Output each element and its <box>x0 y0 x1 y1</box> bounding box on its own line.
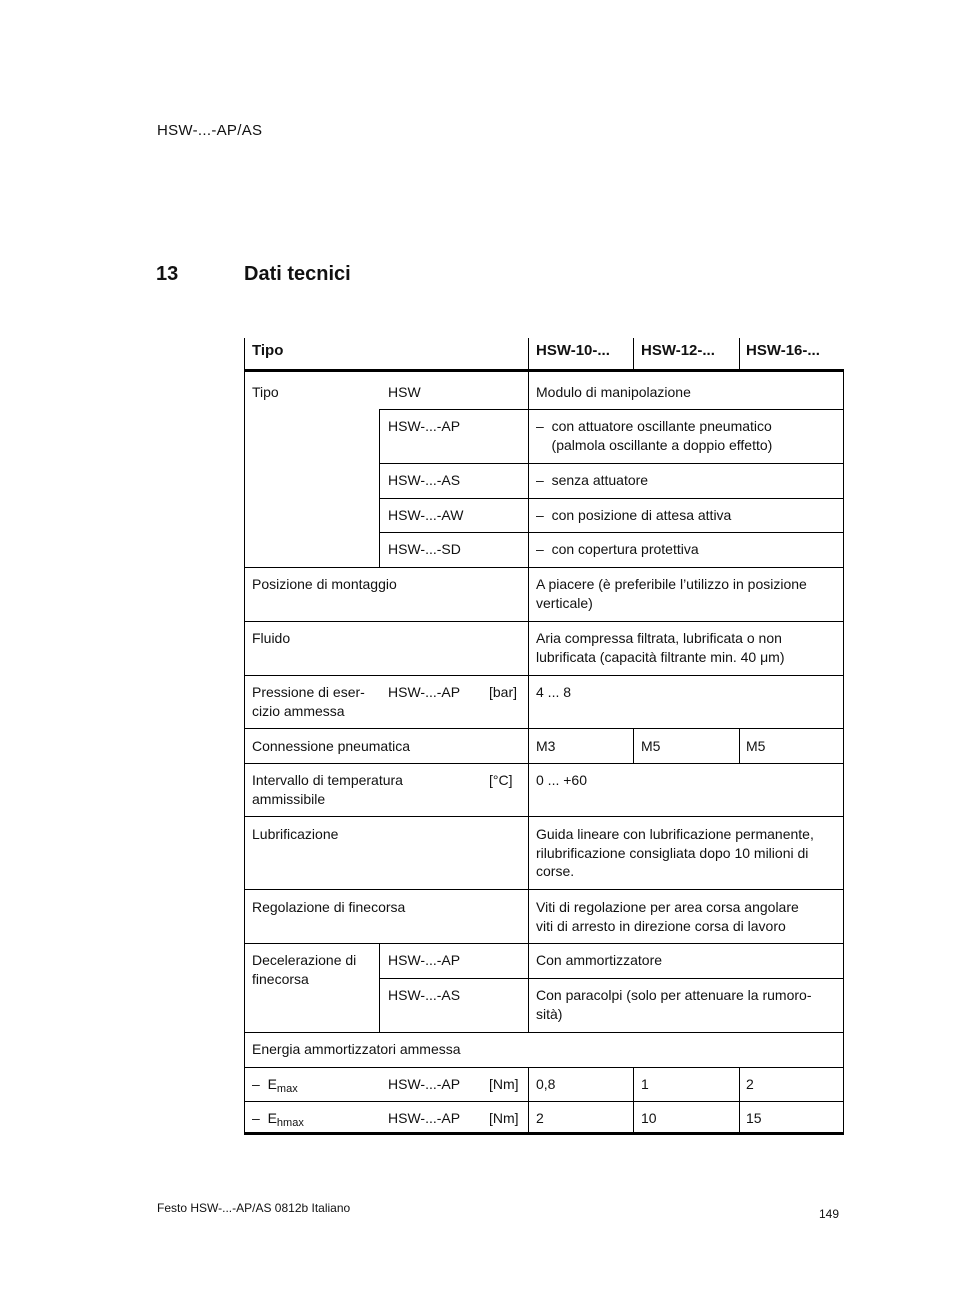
column-divider <box>379 409 380 568</box>
row-divider <box>379 978 844 979</box>
decel-label: Decelerazione di finecorsa <box>252 952 357 987</box>
end-adjust-label: Regolazione di finecorsa <box>252 899 406 915</box>
section-number: 13 <box>156 263 179 285</box>
energy-symbol-ehmax <box>252 1109 304 1128</box>
row-divider <box>379 409 844 410</box>
energy-label: Energia ammortizzatori ammessa <box>252 1041 461 1057</box>
unit-label: [°C] <box>489 772 513 788</box>
temperature-value: 0 ... +60 <box>536 772 587 788</box>
header-rule <box>244 369 844 372</box>
connection-label: Connessione pneumatica <box>252 738 410 754</box>
document-header: HSW-...-AP/AS <box>157 122 263 139</box>
row-divider <box>244 567 844 568</box>
decel-value: Con ammortizzatore <box>536 952 663 968</box>
list-dash: – <box>252 1076 260 1092</box>
row-divider <box>244 763 844 764</box>
unit-label: [Nm] <box>489 1110 519 1126</box>
section-title: Dati tecnici <box>244 263 351 285</box>
column-divider <box>739 338 740 370</box>
tipo-value: Modulo di manipolazione <box>536 384 691 400</box>
energy-value: 2 <box>746 1076 754 1092</box>
end-adjust-value: Viti di regolazione per area corsa angolare viti di arresto in direzione corsa di lavoro <box>536 899 799 934</box>
fluid-value: Aria compressa filtrata, lubrificata o non lubrificata (capacità filtrante min. 40 μm) <box>536 630 785 665</box>
energy-value: 1 <box>641 1076 649 1092</box>
variant-label: HSW-...-AP <box>388 418 461 434</box>
table-border-left <box>244 338 245 1135</box>
connection-value: M5 <box>746 738 766 754</box>
row-divider <box>244 816 844 817</box>
variant-label: HSW-...-AW <box>388 507 464 523</box>
variant-label: HSW-...-AP <box>388 684 461 700</box>
energy-subscript: hmax <box>276 1117 304 1129</box>
temperature-label: Intervallo di temperatura ammissibile <box>252 772 403 807</box>
row-divider <box>244 1067 844 1068</box>
pressure-label: Pressione di eser- cizio ammessa <box>252 684 365 719</box>
technical-data-table <box>244 338 844 1135</box>
tipo-value: – senza attuatore <box>536 472 649 488</box>
connection-value: M5 <box>641 738 661 754</box>
column-divider <box>633 338 634 370</box>
row-divider <box>379 498 844 499</box>
column-divider <box>528 338 529 1032</box>
row-divider <box>244 621 844 622</box>
row-divider <box>244 889 844 890</box>
header-tipo: Tipo <box>252 342 284 359</box>
column-divider <box>633 728 634 763</box>
fluid-label: Fluido <box>252 630 291 646</box>
variant-label: HSW-...-AS <box>388 472 461 488</box>
variant-label: HSW-...-AP <box>388 1110 461 1126</box>
row-divider <box>244 1032 844 1033</box>
variant-label: HSW-...-SD <box>388 541 461 557</box>
energy-symbol: E <box>267 1076 277 1092</box>
tipo-value: – con copertura protettiva <box>536 541 699 557</box>
energy-symbol: E <box>267 1110 277 1126</box>
row-divider <box>244 943 844 944</box>
page-number: 149 <box>819 1207 840 1221</box>
row-divider <box>379 463 844 464</box>
mounting-label: Posizione di montaggio <box>252 576 397 592</box>
tipo-value: – con attuatore oscillante pneumatico (palmola oscillante a doppio effetto) <box>536 418 773 453</box>
energy-value: 15 <box>746 1110 762 1126</box>
row-divider <box>244 1101 844 1102</box>
tipo-value: – con posizione di attesa attiva <box>536 507 732 523</box>
table-bottom-rule <box>244 1132 844 1135</box>
header-hsw-12: HSW-12-... <box>641 342 715 359</box>
variant-label: HSW-...-AP <box>388 1076 461 1092</box>
list-dash: – <box>252 1110 260 1126</box>
header-hsw-10: HSW-10-... <box>536 342 610 359</box>
energy-value: 10 <box>641 1110 657 1126</box>
tipo-label: Tipo <box>252 384 279 400</box>
header-hsw-16: HSW-16-... <box>746 342 820 359</box>
lubrication-label: Lubrificazione <box>252 826 339 842</box>
energy-subscript: max <box>276 1083 298 1095</box>
table-border-right <box>843 370 844 1135</box>
variant-label: HSW-...-AS <box>388 987 461 1003</box>
connection-value: M3 <box>536 738 556 754</box>
pressure-value: 4 ... 8 <box>536 684 572 700</box>
energy-symbol-emax <box>252 1075 298 1094</box>
column-divider <box>379 943 380 1032</box>
unit-label: [bar] <box>489 684 518 700</box>
column-divider <box>739 728 740 763</box>
row-divider <box>244 728 844 729</box>
decel-value: Con paracolpi (solo per attenuare la rumoro- sità) <box>536 987 812 1022</box>
footer-document-info: Festo HSW-...-AP/AS 0812b Italiano <box>157 1201 351 1215</box>
mounting-value: A piacere (è preferibile l’utilizzo in posizione verticale) <box>536 576 807 611</box>
row-divider <box>244 675 844 676</box>
row-divider <box>379 532 844 533</box>
energy-value: 2 <box>536 1110 544 1126</box>
variant-label: HSW <box>388 384 421 400</box>
lubrication-value: Guida lineare con lubrificazione permanente, rilubrificazione consigliata dopo 10 milioni di corse. <box>536 826 814 879</box>
unit-label: [Nm] <box>489 1076 519 1092</box>
variant-label: HSW-...-AP <box>388 952 461 968</box>
energy-value: 0,8 <box>536 1076 556 1092</box>
